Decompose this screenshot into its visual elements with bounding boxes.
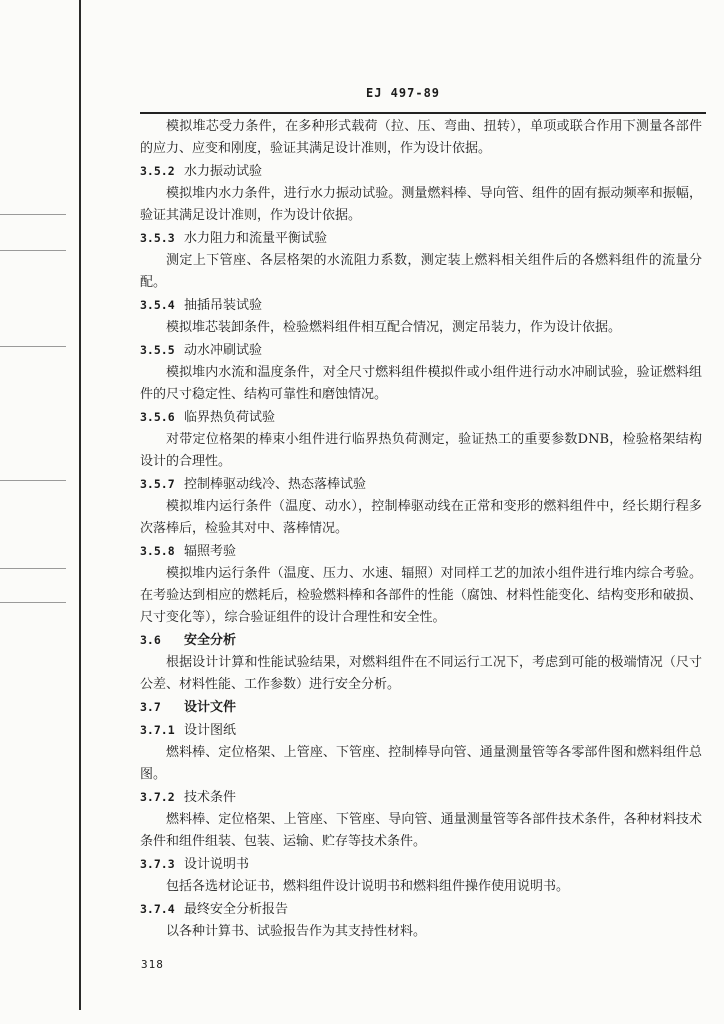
section-number: 3.7.2: [140, 790, 175, 804]
section-heading: [140, 473, 706, 496]
paragraph: 以各种计算书、试验报告作为其支持性材料。: [166, 924, 427, 939]
section-number: 3.5.5: [140, 343, 175, 357]
margin-tick: [0, 214, 66, 215]
section-heading: [140, 160, 706, 183]
paragraph: 燃料棒、定位格架、上管座、下管座、导向管、通量测量管等各部件技术条件，各种材料技术条件和组件组装、包装、运输、贮存等技术条件。: [140, 812, 702, 849]
paragraph: 根据设计计算和性能试验结果，对燃料组件在不同运行工况下，考虑到可能的极端情况（尺寸公差、材料性能、工作参数）进行安全分析。: [140, 655, 702, 692]
paragraph: 燃料棒、定位格架、上管座、下管座、控制棒导向管、通量测量管等各零部件图和燃料组件总图。: [140, 745, 702, 782]
section-number: 3.5.4: [140, 298, 175, 312]
section-title: 控制棒驱动线冷、热态落棒试验: [184, 477, 367, 492]
section-number: 3.5.7: [140, 477, 175, 491]
section-heading: [140, 227, 706, 250]
section-heading: [140, 339, 706, 362]
section-number: 3.5.8: [140, 544, 175, 558]
section-title: 安全分析: [184, 633, 237, 648]
section-number: 3.7: [140, 700, 161, 714]
section-heading: [140, 719, 706, 742]
section-title: 抽插吊装试验: [184, 298, 263, 313]
paragraph: 模拟堆芯装卸条件，检验燃料组件相互配合情况，测定吊装力，作为设计依据。: [166, 320, 622, 335]
section-heading: [140, 406, 706, 429]
binding-line: [79, 0, 81, 1010]
margin-tick: [0, 346, 66, 347]
section-number: 3.5.3: [140, 231, 175, 245]
document-body: [140, 116, 706, 943]
margin-tick: [0, 602, 66, 603]
paragraph: 模拟堆内水力条件，进行水力振动试验。测量燃料棒、导向管、组件的固有振动频率和振幅，验证其满足设计准则，作为设计依据。: [140, 186, 702, 223]
section-title: 设计图纸: [184, 723, 237, 738]
section-number: 3.7.3: [140, 857, 175, 871]
section-title: 水力阻力和流量平衡试验: [184, 231, 328, 246]
page-number: 318: [141, 958, 164, 971]
section-heading: [140, 786, 706, 809]
section-title: 辐照考验: [184, 544, 237, 559]
margin-tick: [0, 480, 66, 481]
paragraph: 测定上下管座、各层格架的水流阻力系数，测定装上燃料相关组件后的各燃料组件的流量分配。: [140, 253, 702, 290]
section-title: 设计说明书: [184, 857, 250, 872]
section-number: 3.5.2: [140, 164, 175, 178]
paragraph: 模拟堆内水流和温度条件，对全尺寸燃料组件模拟件或小组件进行动水冲刷试验，验证燃料组件的尺寸稳定性、结构可靠性和磨蚀情况。: [140, 365, 702, 402]
section-heading: [140, 853, 706, 876]
paragraph: 对带定位格架的棒束小组件进行临界热负荷测定，验证热工的重要参数DNB，检验格架结构设计的合理性。: [140, 432, 702, 469]
section-number: 3.5.6: [140, 410, 175, 424]
section-heading: [140, 540, 706, 563]
section-number: 3.6: [140, 633, 161, 647]
section-title: 设计文件: [184, 700, 237, 715]
section-title: 临界热负荷试验: [184, 410, 276, 425]
section-title: 水力振动试验: [184, 164, 263, 179]
section-heading: [140, 898, 706, 921]
section-title: 技术条件: [184, 790, 237, 805]
margin-tick: [0, 250, 66, 251]
section-title: 最终安全分析报告: [184, 902, 289, 917]
section-number: 3.7.4: [140, 902, 175, 916]
paragraph: 模拟堆内运行条件（温度、动水），控制棒驱动线在正常和变形的燃料组件中，经长期行程多次落棒后，检验其对中、落棒情况。: [140, 499, 702, 536]
section-heading: [140, 696, 706, 719]
section-heading: [140, 294, 706, 317]
section-number: 3.7.1: [140, 723, 175, 737]
paragraph: 模拟堆内运行条件（温度、压力、水速、辐照）对同样工艺的加浓小组件进行堆内综合考验。在考验达到相应的燃耗后，检验燃料棒和各部件的性能（腐蚀、材料性能变化、结构变形和破损、尺寸变化等），综合验证组件的设计合理性和安全性。: [140, 566, 702, 625]
document-code-header: EJ 497-89: [366, 86, 441, 100]
section-title: 动水冲刷试验: [184, 343, 263, 358]
section-heading: [140, 629, 706, 652]
header-rule: [140, 112, 706, 114]
paragraph: 模拟堆芯受力条件，在多种形式载荷（拉、压、弯曲、扭转），单项或联合作用下测量各部件的应力、应变和刚度，验证其满足设计准则，作为设计依据。: [140, 119, 702, 156]
margin-tick: [0, 568, 66, 569]
paragraph: 包括各选材论证书，燃料组件设计说明书和燃料组件操作使用说明书。: [166, 879, 570, 894]
